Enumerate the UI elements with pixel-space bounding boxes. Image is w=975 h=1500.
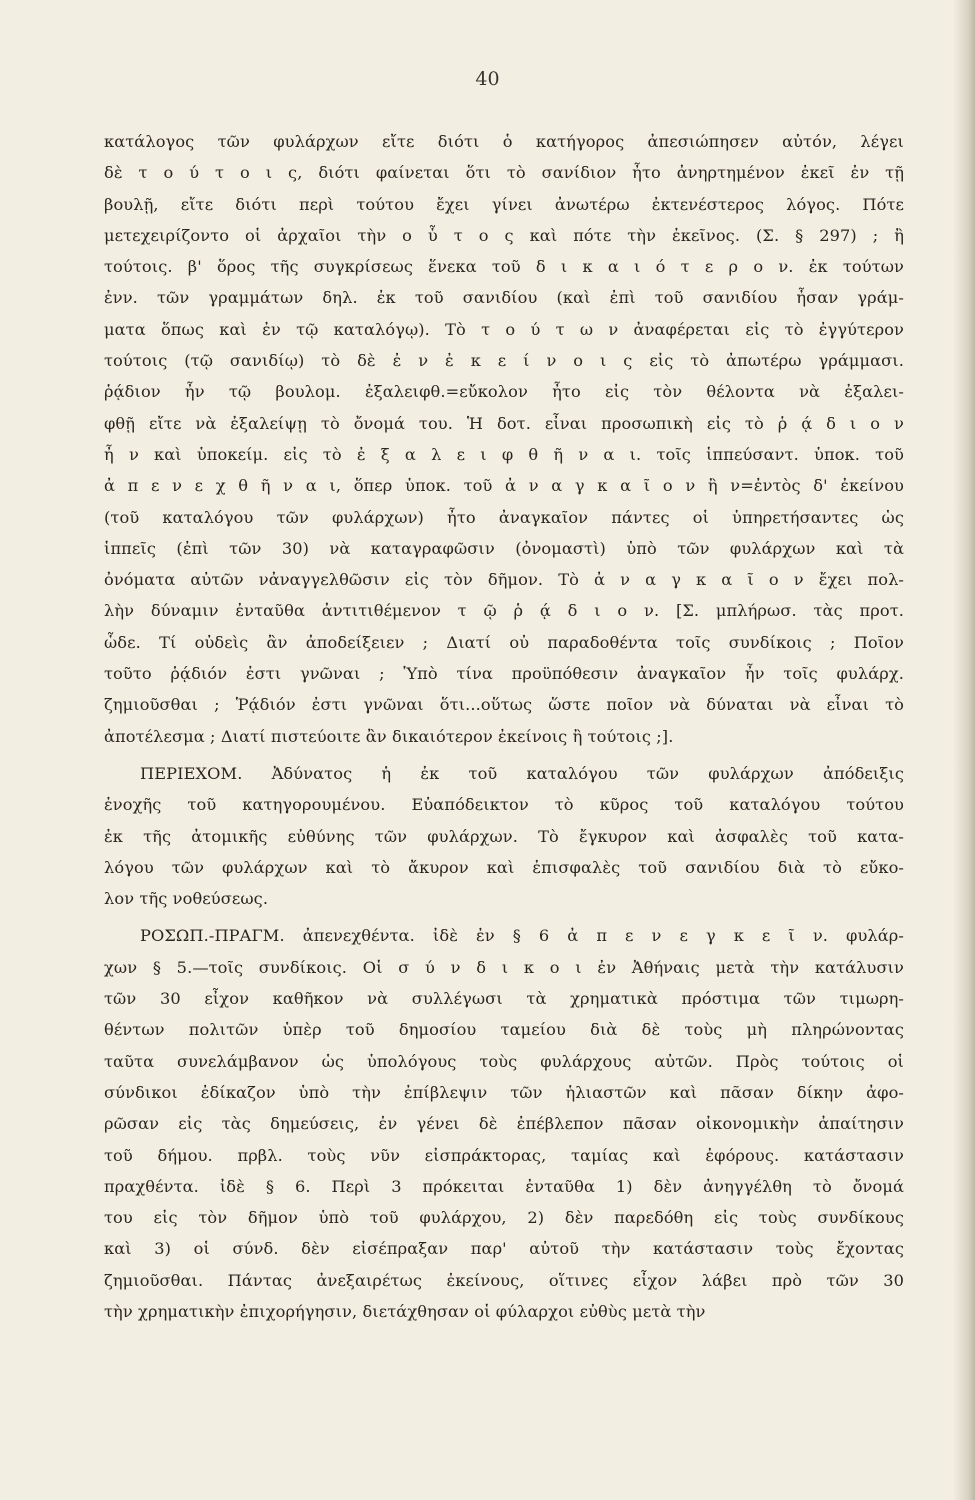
text-line: ὧδε. Τί οὐδεὶς ἂν ἀποδείξειεν ; Διατί οὐ παραδοθέντα τοῖς συνδίκοις ; Ποῖον — [104, 632, 904, 652]
text-line: λον τῆς νοθεύσεως. — [104, 889, 269, 909]
text-line: φθῇ εἴτε νὰ ἐξαλείψῃ τὸ ὄνομά του. Ἡ δοτ. εἶναι προσωπικὴ εἰς τὸ ῥ ᾴ δ ι ο ν — [104, 413, 904, 433]
text-line: του εἰς τὸν δῆμον ὑπὸ τοῦ φυλάρχου, 2) δὲν παρεδόθη εἰς τοὺς συνδίκους — [104, 1208, 904, 1228]
text-line: ματα ὅπως καὶ ἐν τῷ καταλόγῳ). Τὸ τ ο ύ τ ω ν ἀναφέρεται εἰς τὸ ἐγγύτερον — [104, 319, 904, 339]
page-edge-shadow — [953, 0, 975, 1500]
text-line: ΡΟΣΩΠ.-ΠΡΑΓΜ. ἀπενεχθέντα. ἰδὲ ἐν § 6 ἀ π ε ν ε γ κ ε ῖ ν. φυλάρ- — [140, 926, 904, 946]
text-line: ἀ π ε ν ε χ θ ῆ ν α ι, ὅπερ ὑποκ. τοῦ ἀ ν α γ κ α ῖ ο ν ἢ ν=ἐντὸς δ' ἐκείνου — [104, 476, 904, 496]
text-line: ΠΕΡΙΕΧΟΜ. Ἀδύνατος ἡ ἐκ τοῦ καταλόγου τῶν φυλάρχων ἀπόδειξις — [140, 763, 904, 783]
text-line: λόγου τῶν φυλάρχων καὶ τὸ ἄκυρον καὶ ἐπισφαλὲς τοῦ σανιδίου διὰ τὸ εὔκο- — [104, 857, 904, 877]
text-line: ὀνόματα αὐτῶν νἀναγγελθῶσιν εἰς τὸν δῆμον. Τὸ ἀ ν α γ κ α ῖ ο ν ἔχει πολ- — [104, 570, 904, 590]
paragraph-commentary-1 — [104, 126, 904, 752]
text-line: (τοῦ καταλόγου τῶν φυλάρχων) ἦτο ἀναγκαῖον πάντες οἱ ὑπηρετήσαντες ὡς — [104, 507, 904, 527]
text-line: μετεχειρίζοντο οἱ ἀρχαῖοι τὴν ο ὗ τ ο ς καὶ πότε τὴν ἐκεῖνος. (Σ. § 297) ; ἢ — [104, 225, 904, 245]
page-number: 40 — [475, 68, 500, 90]
text-line: θέντων πολιτῶν ὑπὲρ τοῦ δημοσίου ταμείου διὰ δὲ τοὺς μὴ πληρώνοντας — [104, 1020, 904, 1040]
text-line: ταῦτα συνελάμβανον ὡς ὑπολόγους τοὺς φυλάρχους αὐτῶν. Πρὸς τούτοις οἱ — [104, 1051, 904, 1071]
text-line: τὴν χρηματικὴν ἐπιχορήγησιν, διετάχθησαν οἱ φύλαρχοι εὐθὺς μετὰ τὴν — [104, 1301, 706, 1321]
text-line: ἐνοχῆς τοῦ κατηγορουμένου. Εὐαπόδεικτον τὸ κῦρος τοῦ καταλόγου τούτου — [104, 795, 904, 815]
text-line: τοῦτο ῥᾴδιόν ἐστι γνῶναι ; Ὑπὸ τίνα προϋπόθεσιν ἀναγκαῖον ἦν τοῖς φυλάρχ. — [104, 664, 904, 684]
text-line: τούτοις (τῷ σανιδίῳ) τὸ δὲ ἐ ν ἐ κ ε ί ν ο ι ς εἰς τὸ ἀπωτέρω γράμμασι. — [104, 351, 904, 371]
text-line: λὴν δύναμιν ἐνταῦθα ἀντιτιθέμενον τ ῷ ῥ ᾴ δ ι ο ν. [Σ. μπλήρωσ. τὰς προτ. — [104, 601, 904, 621]
text-line: ζημιοῦσθαι ; Ῥᾴδιόν ἐστι γνῶναι ὅτι...οὕτως ὥστε ποῖον νὰ δύναται νὰ εἶναι τὸ — [104, 695, 904, 715]
text-line: ρῶσαν εἰς τὰς δημεύσεις, ἐν γένει δὲ ἐπέβλεπον πᾶσαν οἰκονομικὴν ἀπαίτησιν — [104, 1114, 904, 1134]
text-line: καὶ 3) οἱ σύνδ. δὲν εἰσέπραξαν παρ' αὐτοῦ τὴν κατάστασιν τοὺς ἔχοντας — [104, 1239, 904, 1259]
text-line: δὲ τ ο ύ τ ο ι ς, διότι φαίνεται ὅτι τὸ σανίδιον ἦτο ἀνηρτημένον ἐκεῖ ἐν τῇ — [104, 163, 904, 183]
text-line: τῶν 30 εἶχον καθῆκον νὰ συλλέγωσι τὰ χρηματικὰ πρόστιμα τῶν τιμωρη- — [104, 989, 904, 1009]
text-line: τούτοις. β' ὅρος τῆς συγκρίσεως ἕνεκα τοῦ δ ι κ α ι ό τ ε ρ ο ν. ἐκ τούτων — [104, 257, 904, 277]
text-line: ἐνν. τῶν γραμμάτων δηλ. ἐκ τοῦ σανιδίου (καὶ ἐπὶ τοῦ σανιδίου ἦσαν γράμ- — [104, 288, 904, 308]
text-line: ζημιοῦσθαι. Πάντας ἀνεξαιρέτως ἐκείνους, οἵτινες εἶχον λάβει πρὸ τῶν 30 — [104, 1270, 904, 1290]
paragraph-contents — [104, 758, 904, 914]
text-line: ἐκ τῆς ἀτομικῆς εὐθύνης τῶν φυλάρχων. Τὸ ἔγκυρον καὶ ἀσφαλὲς τοῦ κατα- — [104, 826, 904, 846]
body-text — [104, 126, 904, 1327]
paragraph-prosop-pragm — [104, 920, 904, 1327]
text-line: ῥᾴδιον ἦν τῷ βουλομ. ἐξαλειφθ.=εὔκολον ἦτο εἰς τὸν θέλοντα νὰ ἐξαλει- — [104, 382, 904, 402]
text-line: ἦ ν καὶ ὑποκείμ. εἰς τὸ ἐ ξ α λ ε ι φ θ ῆ ν α ι. τοῖς ἱππεύσαντ. ὑποκ. τοῦ — [104, 444, 904, 464]
text-line: ἱππεῖς (ἐπὶ τῶν 30) νὰ καταγραφῶσιν (ὀνομαστὶ) ὑπὸ τῶν φυλάρχων καὶ τὰ — [104, 538, 904, 558]
text-line: σύνδικοι ἐδίκαζον ὑπὸ τὴν ἐπίβλεψιν τῶν ἡλιαστῶν καὶ πᾶσαν δίκην ἀφο- — [104, 1082, 904, 1102]
text-line: πραχθέντα. ἰδὲ § 6. Περὶ 3 πρόκειται ἐνταῦθα 1) δὲν ἀνηγγέλθη τὸ ὄνομά — [104, 1176, 904, 1196]
text-line: χων § 5.—τοῖς συνδίκοις. Οἱ σ ύ ν δ ι κ ο ι ἐν Ἀθήναις μετὰ τὴν κατάλυσιν — [104, 957, 904, 977]
text-line: κατάλογος τῶν φυλάρχων εἴτε διότι ὁ κατήγορος ἀπεσιώπησεν αὐτόν, λέγει — [104, 132, 904, 151]
text-line: τοῦ δήμου. πρβλ. τοὺς νῦν εἰσπράκτορας, ταμίας καὶ ἐφόρους. κατάστασιν — [104, 1145, 904, 1165]
text-line: ἀποτέλεσμα ; Διατί πιστεύοιτε ἂν δικαιότερον ἐκείνοις ἢ τούτοις ;]. — [104, 726, 674, 746]
text-line: βουλῇ, εἴτε διότι περὶ τούτου ἔχει γίνει ἀνωτέρω ἐκτενέστερος λόγος. Πότε — [104, 194, 904, 214]
